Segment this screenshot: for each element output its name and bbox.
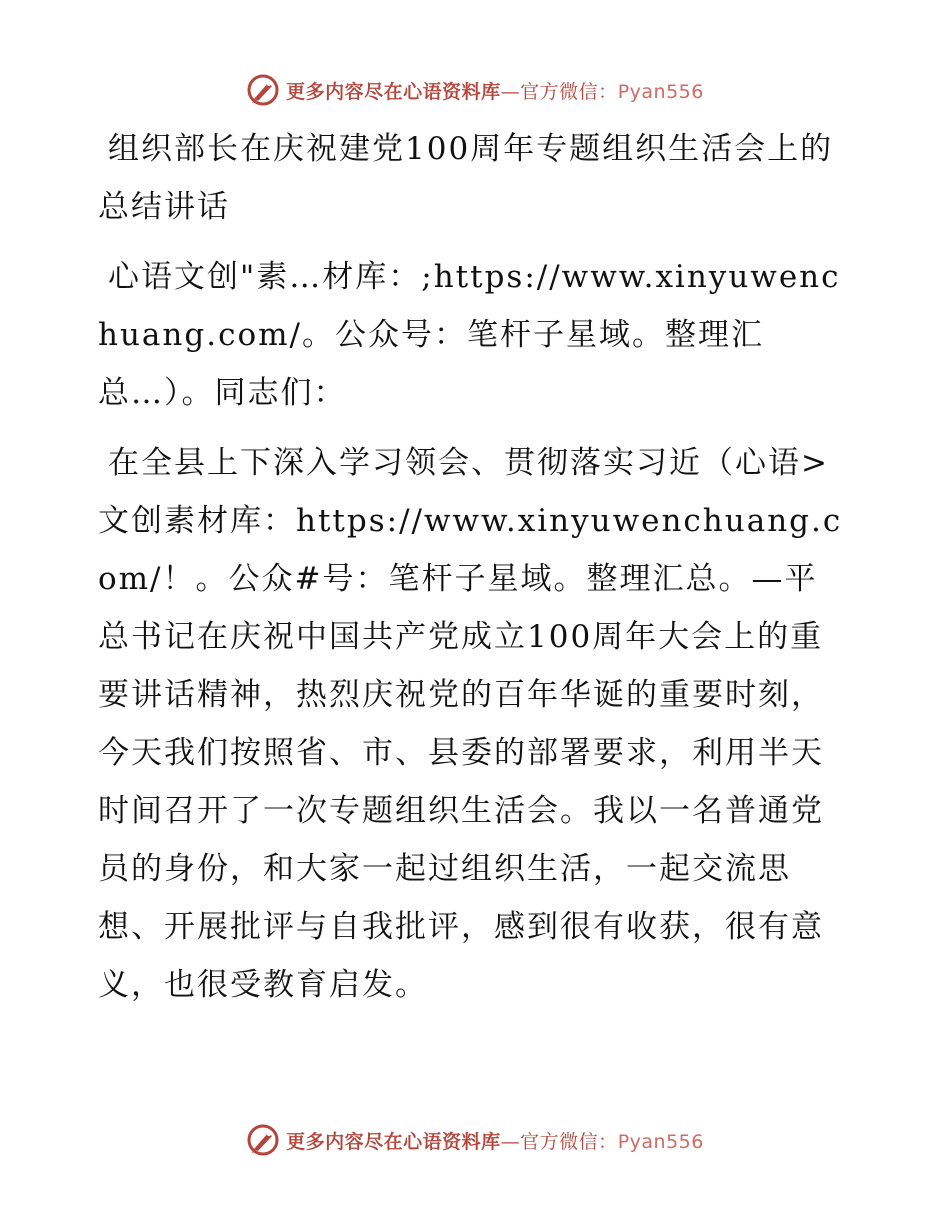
header-banner-label: 更多内容尽在心语资料库 <box>286 80 501 103</box>
pen-logo-icon <box>246 1123 280 1157</box>
footer-banner-label: 更多内容尽在心语资料库 <box>286 1130 501 1153</box>
header-banner-wechat-label: 官方微信： <box>520 80 618 103</box>
footer-banner-separator: — <box>500 1130 521 1153</box>
paragraph-source-note: 心语文创"素…材库：;https://www.xinyuwenchuang.com/。公众号：笔杆子星域。整理汇总…）。同志们： <box>98 259 841 411</box>
footer-banner-text <box>286 1127 704 1154</box>
header-banner-separator: — <box>500 80 521 103</box>
header-banner-text <box>286 77 704 104</box>
footer-banner-wechat-label: 官方微信： <box>520 1130 618 1153</box>
footer-watermark-banner <box>0 1120 950 1160</box>
paragraph-main: 在全县上下深入学习领会、贯彻落实习近（心语>文创素材库：https://www.xinyuwenchuang.com/！。公众#号：笔杆子星域。整理汇总。—平总书记在庆祝中国共产党成立100周年大会上的重要讲话精神，热烈庆祝党的百年华诞的重要时刻，今天我们按照省、市、县委的部署要求，利用半天时间召开了一次专题组织生活会。我以一名普通党员的身份，和大家一起过组织生活，一起交流思想、开展批评与自我批评，感到很有收获，很有意义，也很受教育启发。 <box>98 445 843 1003</box>
header-banner-wechat-id: Pyan556 <box>617 80 704 103</box>
header-watermark-banner <box>0 70 950 110</box>
pen-logo-icon <box>246 73 280 107</box>
footer-banner-wechat-id: Pyan556 <box>617 1130 704 1153</box>
document-body <box>98 120 850 1014</box>
document-title: 组织部长在庆祝建党100周年专题组织生活会上的总结讲话 <box>98 131 834 225</box>
